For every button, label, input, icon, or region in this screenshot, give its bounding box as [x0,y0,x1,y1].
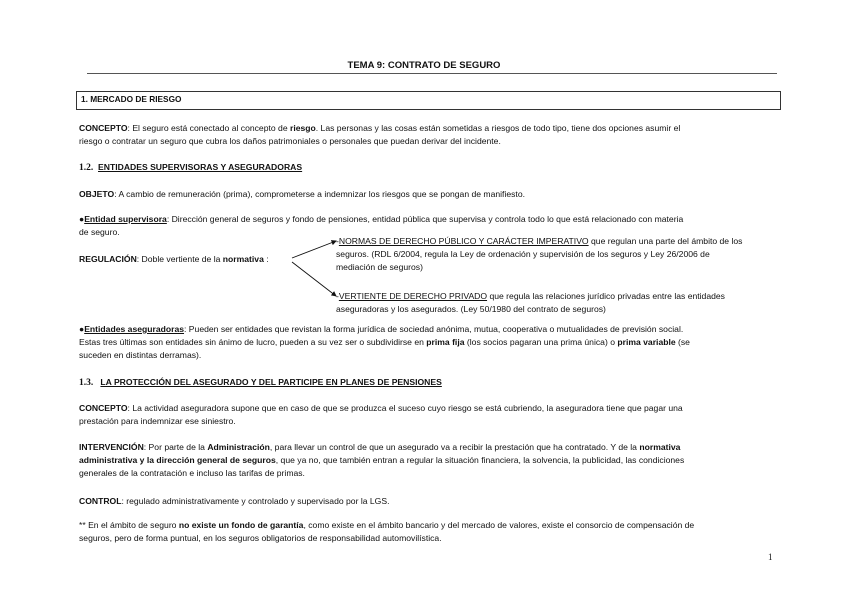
intervencion-text: : Por parte de la [143,442,208,452]
branch-publico-title: NORMAS DE DERECHO PÚBLICO Y CARÁCTER IMPERATIVO [338,236,589,246]
regulacion-label-line [79,253,269,266]
regulacion-branch-privado [336,290,796,316]
section-heading-proteccion [79,377,442,388]
bullet-icon: ● [79,324,85,334]
entidades-aseguradoras-text: : Pueden ser entidades que revistan la forma jurídica de sociedad anónima, mutua, cooperativa o mutualidades de previsión social. [184,324,684,334]
regulacion-colon: : [263,254,269,264]
arrow-up-icon [292,241,336,258]
concepto-riesgo: riesgo [289,123,316,133]
concepto-actividad-line1: : La actividad aseguradora supone que en caso de que se produzca el suceso cuyo riesgo se está cubriendo, la aseguradora tiene que pagar una [127,403,683,413]
arrow-down-icon [292,262,336,296]
concepto-paragraph [79,122,680,148]
regulacion-normativa: normativa [222,254,264,264]
section-heading-mercado: 1. MERCADO DE RIESGO [81,94,182,104]
concepto-line2: riesgo o contratar un seguro que cubra los daños patrimoniales o personales que puedan derivar del incidente. [79,136,501,146]
concepto-label: CONCEPTO [79,403,128,413]
intervencion-administracion: Administración [207,442,270,452]
concepto-actividad-paragraph [79,402,683,428]
objeto-text: : A cambio de remuneración (prima), comprometerse a indemnizar los riesgos que se pongan de manifiesto. [114,189,525,199]
section-number: 1.3. [79,378,94,388]
intervencion-line2: , que ya no, que también entran a regular la situación financiera, la solvencia, la publicidad, las condiciones [275,455,685,465]
nota-prefix: ** En el ámbito de seguro [79,520,179,530]
intervencion-direccion-general: administrativa y la dirección general de seguros [79,455,276,465]
section-number: 1.2. [79,163,94,173]
title-divider [87,73,777,74]
branch-dash: - [336,236,339,246]
regulacion-branch-publico [336,235,796,274]
concepto-label: CONCEPTO [79,123,128,133]
intervencion-paragraph [79,441,684,480]
branch-privado-line1: que regula las relaciones jurídico privadas entre las entidades [487,291,725,301]
page-number: 1 [768,552,773,562]
bullet-icon: ● [79,214,85,224]
entidades-aseguradoras-line2: Estas tres últimas son entidades sin ánimo de lucro, pueden a su vez ser o subdividirse en [79,337,427,347]
section-heading-entidades [79,162,302,173]
control-text: : regulado administrativamente y controlado y supervisado por la LGS. [121,496,390,506]
objeto-label: OBJETO [79,189,115,199]
entidades-aseguradoras-line3: suceden en distintas derramas). [79,350,202,360]
section-heading-box [76,91,781,110]
page-title: TEMA 9: CONTRATO DE SEGURO [347,60,501,71]
branch-privado-line2: aseguradoras y los asegurados. (Ley 50/1980 del contrato de seguros) [336,304,606,314]
concepto-text-cont: . Las personas y las cosas están sometidas a riesgos de todo tipo, tiene dos opciones asumir el [315,123,681,133]
prima-variable: prima variable [617,337,676,347]
control-paragraph [79,495,389,508]
branch-publico-line3: mediación de seguros) [336,262,423,272]
entidad-supervisora-label: Entidad supervisora [84,214,167,224]
nota-line1: , como existe en el ámbito bancario y del mercado de valores, existe el consorcio de compensación de [303,520,695,530]
regulacion-label: REGULACIÓN [79,254,137,264]
entidades-aseguradoras-line2-cont: (los socios pagaran una prima única) o [464,337,618,347]
intervencion-text-cont: , para llevar un control de que un asegurado va a recibir la prestación que ha contratado. Y de la [269,442,640,452]
branch-publico-line1: que regulan una parte del ámbito de los [588,236,743,246]
nota-paragraph [79,519,694,545]
entidad-supervisora-text: : Dirección general de seguros y fondo de pensiones, entidad pública que supervisa y controla todo lo que está relacionado con materia [166,214,684,224]
entidad-supervisora-line2: de seguro. [79,227,120,237]
intervencion-line3: generales de la contratación e incluso las tarifas de primas. [79,468,305,478]
section-title: ENTIDADES SUPERVISORAS Y ASEGURADORAS [98,162,303,172]
entidades-aseguradoras-line2-end: (se [675,337,690,347]
control-label: CONTROL [79,496,122,506]
branch-dash: - [336,291,339,301]
nota-line2: seguros, pero de forma puntual, en los seguros obligatorios de responsabilidad automovilística. [79,533,442,543]
intervencion-label: INTERVENCIÓN [79,442,144,452]
intervencion-normativa: normativa [639,442,681,452]
entidades-aseguradoras-label: Entidades aseguradoras [84,324,185,334]
concepto-text: : El seguro está conectado al concepto de [127,123,290,133]
regulacion-text: : Doble vertiente de la [136,254,223,264]
nota-fondo-garantia: no existe un fondo de garantía [178,520,304,530]
objeto-paragraph [79,188,525,201]
concepto-actividad-line2: prestación para indemnizar ese siniestro. [79,416,236,426]
entidades-aseguradoras-paragraph [79,323,690,362]
prima-fija: prima fija [426,337,465,347]
section-title: LA PROTECCIÓN DEL ASEGURADO Y DEL PARTICIPE EN PLANES DE PENSIONES [100,377,442,387]
branch-publico-line2: seguros. (RDL 6/2004, regula la Ley de ordenación y supervisión de los seguros y Ley 26/2006 de [336,249,710,259]
branch-privado-title: VERTIENTE DE DERECHO PRIVADO [338,291,488,301]
